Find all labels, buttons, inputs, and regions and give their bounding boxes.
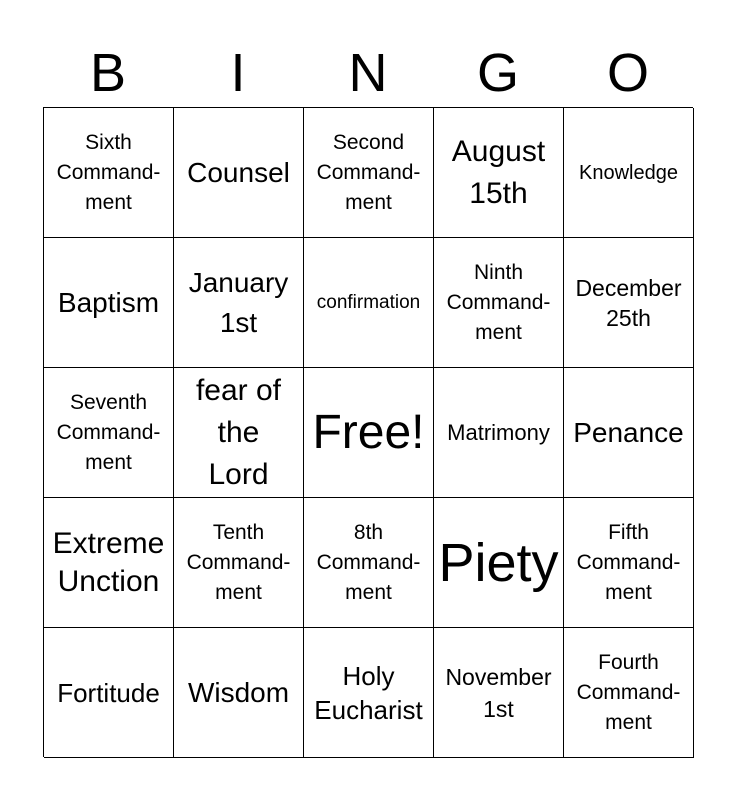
cell-label: Fortitude [57,677,160,708]
cell-label: 8th Command- ment [316,520,421,604]
cell-label: Wisdom [187,676,290,708]
cell-label: January 1st [188,266,289,338]
cell-label: Seventh Command- ment [56,390,161,474]
cell-label: fear of the Lord [195,373,282,491]
cell-label: Piety [438,532,559,593]
cell-label: Ninth Command- ment [446,260,551,344]
header-letter-o: O [606,43,649,103]
bingo-cell-r4-c4[interactable] [434,498,564,628]
header-letter-i: I [230,43,246,103]
bingo-cell-r4-c2[interactable] [174,498,304,628]
bingo-cell-r3-c5[interactable] [564,368,694,498]
bingo-cell-r5-c4[interactable] [434,628,564,758]
cell-label: Baptism [57,286,160,318]
cell-label: Second Command- ment [316,130,421,214]
bingo-cell-r2-c1[interactable] [44,238,174,368]
bingo-cell-r2-c5[interactable] [564,238,694,368]
header-letter-n: N [348,43,388,103]
header-letter-b: B [89,43,127,103]
bingo-cell-r3-c4[interactable] [434,368,564,498]
bingo-cell-r5-c1[interactable] [44,628,174,758]
cell-label: confirmation [316,291,421,313]
cell-label: December 25th [575,274,682,331]
cell-label: Tenth Command- ment [186,520,291,604]
bingo-cell-r4-c1[interactable] [44,498,174,628]
bingo-cell-r5-c2[interactable] [174,628,304,758]
cell-label: Extreme Unction [52,526,165,598]
bingo-cell-r1-c4[interactable] [434,108,564,238]
cell-label: Sixth Command- ment [56,130,161,214]
bingo-cell-r2-c2[interactable] [174,238,304,368]
header-letter-g: G [476,43,519,103]
cell-label: November 1st [445,663,552,722]
bingo-cell-r2-c3[interactable] [304,238,434,368]
bingo-cell-r2-c4[interactable] [434,238,564,368]
bingo-cell-r1-c2[interactable] [174,108,304,238]
cell-label: Knowledge [579,161,678,184]
cell-label: Fourth Command- ment [576,650,681,734]
bingo-cell-r3-c1[interactable] [44,368,174,498]
cell-label: Free! [312,405,425,459]
bingo-board [43,107,693,757]
bingo-cell-r5-c3[interactable] [304,628,434,758]
cell-label: August 15th [451,134,546,210]
cell-label: Holy Eucharist [314,660,423,725]
bingo-cell-r3-c3[interactable] [304,368,434,498]
bingo-cell-r4-c5[interactable] [564,498,694,628]
cell-label: Fifth Command- ment [576,520,681,604]
bingo-cell-r4-c3[interactable] [304,498,434,628]
bingo-cell-r1-c3[interactable] [304,108,434,238]
bingo-cell-r5-c5[interactable] [564,628,694,758]
cell-label: Counsel [187,156,290,188]
bingo-cell-r1-c1[interactable] [44,108,174,238]
bingo-cell-r1-c5[interactable] [564,108,694,238]
bingo-cell-r3-c2[interactable] [174,368,304,498]
cell-label: Penance [573,416,684,448]
bingo-header [43,40,693,106]
cell-label: Matrimony [447,419,550,445]
